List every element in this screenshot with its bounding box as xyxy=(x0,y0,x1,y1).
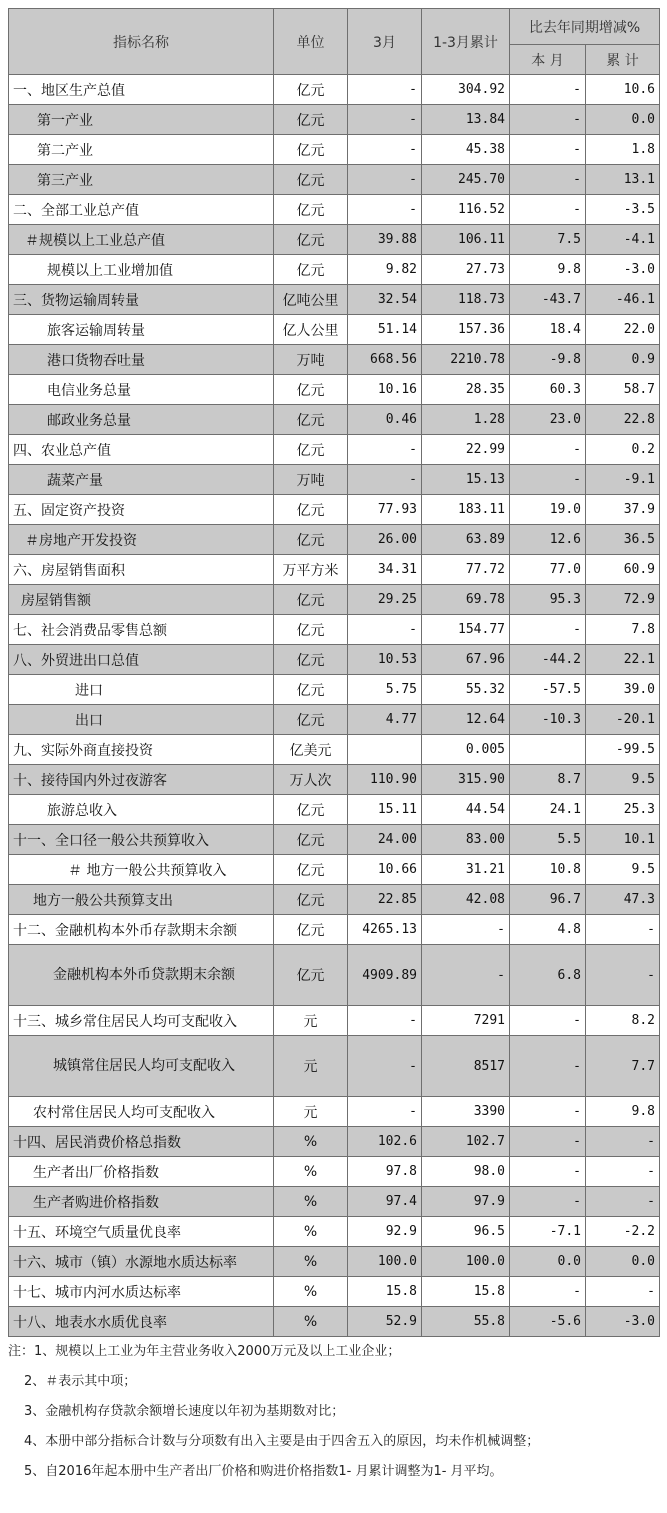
unit-cell: 万人次 xyxy=(274,765,348,795)
cumulative-change-cell: 39.0 xyxy=(586,675,660,705)
month-change-cell: - xyxy=(510,1127,586,1157)
unit-cell: 亿元 xyxy=(274,645,348,675)
month-value-cell: - xyxy=(348,1036,422,1097)
unit-cell: 亿元 xyxy=(274,435,348,465)
cumulative-change-cell: 47.3 xyxy=(586,885,660,915)
footnote: 3、金融机构存贷款余额增长速度以年初为基期数对比； xyxy=(24,1404,345,1419)
indicator-name-cell: 房屋销售额 xyxy=(9,585,274,615)
cumulative-value-cell: 45.38 xyxy=(422,135,510,165)
indicator-name-cell: 一、地区生产总值 xyxy=(9,75,274,105)
month-change-cell: 5.5 xyxy=(510,825,586,855)
month-change-cell: 18.4 xyxy=(510,315,586,345)
table-row xyxy=(9,645,660,675)
cumulative-change-cell: -3.0 xyxy=(586,255,660,285)
cumulative-value-cell: 304.92 xyxy=(422,75,510,105)
month-value-cell: 32.54 xyxy=(348,285,422,315)
cumulative-change-cell: 58.7 xyxy=(586,375,660,405)
cumulative-value-cell: 27.73 xyxy=(422,255,510,285)
month-value-cell: 15.11 xyxy=(348,795,422,825)
indicator-name-cell: 旅客运输周转量 xyxy=(9,315,274,345)
indicator-name-cell: 第三产业 xyxy=(9,165,274,195)
cumulative-change-cell: 9.5 xyxy=(586,855,660,885)
cumulative-value-cell: - xyxy=(422,915,510,945)
month-change-cell: -10.3 xyxy=(510,705,586,735)
indicator-name-cell: 五、固定资产投资 xyxy=(9,495,274,525)
month-change-cell: - xyxy=(510,165,586,195)
footnotes xyxy=(8,1337,659,1487)
cumulative-change-cell: 0.0 xyxy=(586,1247,660,1277)
unit-cell: 万平方米 xyxy=(274,555,348,585)
indicator-name-cell: 进口 xyxy=(9,675,274,705)
footnote: 注：1、规模以上工业为年主营业务收入2000万元及以上工业企业； xyxy=(8,1344,401,1359)
cumulative-value-cell: 67.96 xyxy=(422,645,510,675)
month-change-cell: 19.0 xyxy=(510,495,586,525)
cumulative-change-cell: -99.5 xyxy=(586,735,660,765)
cumulative-value-cell: 97.9 xyxy=(422,1187,510,1217)
month-value-cell: 34.31 xyxy=(348,555,422,585)
unit-cell: % xyxy=(274,1127,348,1157)
month-change-cell: 60.3 xyxy=(510,375,586,405)
month-value-cell xyxy=(348,735,422,765)
cumulative-change-cell: 36.5 xyxy=(586,525,660,555)
cumulative-value-cell: 245.70 xyxy=(422,165,510,195)
table-row xyxy=(9,375,660,405)
month-change-cell: 10.8 xyxy=(510,855,586,885)
cumulative-change-cell: 22.8 xyxy=(586,405,660,435)
month-value-cell: 9.82 xyxy=(348,255,422,285)
cumulative-value-cell: 8517 xyxy=(422,1036,510,1097)
unit-cell: 亿美元 xyxy=(274,735,348,765)
cumulative-value-cell: - xyxy=(422,945,510,1006)
indicator-name-cell: ＃ 地方一般公共预算收入 xyxy=(9,855,274,885)
table-row xyxy=(9,255,660,285)
cumulative-value-cell: 55.32 xyxy=(422,675,510,705)
cumulative-change-cell: 10.1 xyxy=(586,825,660,855)
cumulative-value-cell: 15.8 xyxy=(422,1277,510,1307)
cumulative-value-cell: 28.35 xyxy=(422,375,510,405)
unit-cell: 亿元 xyxy=(274,195,348,225)
header-cumulative-change: 累 计 xyxy=(586,45,660,75)
unit-cell: 元 xyxy=(274,1097,348,1127)
table-row xyxy=(9,1036,660,1097)
month-value-cell: 29.25 xyxy=(348,585,422,615)
table-row xyxy=(9,285,660,315)
table-row xyxy=(9,1097,660,1127)
table-row xyxy=(9,615,660,645)
indicator-name-cell: 城镇常住居民人均可支配收入 xyxy=(9,1036,274,1097)
unit-cell: % xyxy=(274,1307,348,1337)
unit-cell: 亿元 xyxy=(274,405,348,435)
table-row xyxy=(9,705,660,735)
month-value-cell: 4265.13 xyxy=(348,915,422,945)
indicator-name-cell: 二、全部工业总产值 xyxy=(9,195,274,225)
footnote: 4、本册中部分指标合计数与分项数有出入主要是由于四舍五入的原因，均未作机械调整； xyxy=(24,1434,540,1449)
table-row xyxy=(9,735,660,765)
month-value-cell: 51.14 xyxy=(348,315,422,345)
table-row xyxy=(9,765,660,795)
indicator-name-cell: 十一、全口径一般公共预算收入 xyxy=(9,825,274,855)
indicator-name-cell: 第二产业 xyxy=(9,135,274,165)
month-change-cell: 96.7 xyxy=(510,885,586,915)
header-change-group: 比去年同期增减% xyxy=(510,9,660,45)
table-row xyxy=(9,405,660,435)
month-value-cell: 100.0 xyxy=(348,1247,422,1277)
indicator-name-cell: 出口 xyxy=(9,705,274,735)
month-value-cell: - xyxy=(348,75,422,105)
cumulative-change-cell: 22.1 xyxy=(586,645,660,675)
cumulative-value-cell: 116.52 xyxy=(422,195,510,225)
header-unit: 单位 xyxy=(274,9,348,75)
indicator-name-cell: 十六、城市（镇）水源地水质达标率 xyxy=(9,1247,274,1277)
header-indicator-name: 指标名称 xyxy=(9,9,274,75)
cumulative-change-cell: 0.0 xyxy=(586,105,660,135)
table-row xyxy=(9,945,660,1006)
month-value-cell: - xyxy=(348,1006,422,1036)
header-month: 3月 xyxy=(348,9,422,75)
table-row xyxy=(9,345,660,375)
month-value-cell: - xyxy=(348,165,422,195)
month-change-cell: 6.8 xyxy=(510,945,586,1006)
unit-cell: 万吨 xyxy=(274,345,348,375)
cumulative-value-cell: 157.36 xyxy=(422,315,510,345)
cumulative-value-cell: 315.90 xyxy=(422,765,510,795)
cumulative-change-cell: -3.5 xyxy=(586,195,660,225)
cumulative-value-cell: 15.13 xyxy=(422,465,510,495)
cumulative-value-cell: 77.72 xyxy=(422,555,510,585)
month-change-cell: 9.8 xyxy=(510,255,586,285)
table-row xyxy=(9,585,660,615)
report-container xyxy=(8,8,659,1487)
unit-cell: 亿元 xyxy=(274,915,348,945)
indicator-name-cell: 邮政业务总量 xyxy=(9,405,274,435)
unit-cell: 亿元 xyxy=(274,795,348,825)
footnote: 2、＃表示其中项； xyxy=(24,1374,137,1389)
month-value-cell: 4.77 xyxy=(348,705,422,735)
cumulative-value-cell: 183.11 xyxy=(422,495,510,525)
month-change-cell: -44.2 xyxy=(510,645,586,675)
month-change-cell: -5.6 xyxy=(510,1307,586,1337)
table-row xyxy=(9,1006,660,1036)
month-change-cell xyxy=(510,735,586,765)
unit-cell: 亿元 xyxy=(274,825,348,855)
month-value-cell: - xyxy=(348,135,422,165)
month-change-cell: 12.6 xyxy=(510,525,586,555)
unit-cell: % xyxy=(274,1277,348,1307)
table-row xyxy=(9,555,660,585)
cumulative-value-cell: 7291 xyxy=(422,1006,510,1036)
cumulative-value-cell: 96.5 xyxy=(422,1217,510,1247)
cumulative-value-cell: 2210.78 xyxy=(422,345,510,375)
cumulative-change-cell: - xyxy=(586,1157,660,1187)
month-change-cell: -9.8 xyxy=(510,345,586,375)
table-row xyxy=(9,1307,660,1337)
unit-cell: 亿元 xyxy=(274,885,348,915)
month-value-cell: 97.4 xyxy=(348,1187,422,1217)
month-change-cell: - xyxy=(510,1097,586,1127)
unit-cell: 亿元 xyxy=(274,165,348,195)
cumulative-value-cell: 63.89 xyxy=(422,525,510,555)
month-change-cell: 24.1 xyxy=(510,795,586,825)
month-value-cell: 110.90 xyxy=(348,765,422,795)
unit-cell: 亿人公里 xyxy=(274,315,348,345)
cumulative-change-cell: 25.3 xyxy=(586,795,660,825)
table-row xyxy=(9,225,660,255)
cumulative-change-cell: 13.1 xyxy=(586,165,660,195)
month-change-cell: - xyxy=(510,465,586,495)
indicator-name-cell: 十七、城市内河水质达标率 xyxy=(9,1277,274,1307)
unit-cell: 亿元 xyxy=(274,705,348,735)
unit-cell: 亿元 xyxy=(274,75,348,105)
unit-cell: 亿元 xyxy=(274,525,348,555)
table-row xyxy=(9,75,660,105)
table-row xyxy=(9,825,660,855)
table-row xyxy=(9,1187,660,1217)
cumulative-value-cell: 100.0 xyxy=(422,1247,510,1277)
table-row xyxy=(9,855,660,885)
table-row xyxy=(9,315,660,345)
cumulative-change-cell: - xyxy=(586,915,660,945)
unit-cell: 亿元 xyxy=(274,855,348,885)
cumulative-value-cell: 118.73 xyxy=(422,285,510,315)
unit-cell: 元 xyxy=(274,1036,348,1097)
unit-cell: 亿元 xyxy=(274,585,348,615)
month-value-cell: 22.85 xyxy=(348,885,422,915)
cumulative-value-cell: 69.78 xyxy=(422,585,510,615)
unit-cell: % xyxy=(274,1247,348,1277)
statistics-table xyxy=(8,8,660,1337)
month-change-cell: 0.0 xyxy=(510,1247,586,1277)
month-change-cell: - xyxy=(510,435,586,465)
unit-cell: 亿元 xyxy=(274,945,348,1006)
indicator-name-cell: 十四、居民消费价格总指数 xyxy=(9,1127,274,1157)
cumulative-change-cell: - xyxy=(586,1127,660,1157)
table-row xyxy=(9,1247,660,1277)
table-row xyxy=(9,795,660,825)
indicator-name-cell: 旅游总收入 xyxy=(9,795,274,825)
month-value-cell: - xyxy=(348,615,422,645)
indicator-name-cell: 十二、金融机构本外币存款期末余额 xyxy=(9,915,274,945)
cumulative-value-cell: 55.8 xyxy=(422,1307,510,1337)
month-change-cell: 7.5 xyxy=(510,225,586,255)
cumulative-change-cell: 0.2 xyxy=(586,435,660,465)
cumulative-change-cell: 10.6 xyxy=(586,75,660,105)
cumulative-change-cell: -4.1 xyxy=(586,225,660,255)
cumulative-value-cell: 44.54 xyxy=(422,795,510,825)
table-row xyxy=(9,465,660,495)
table-row xyxy=(9,105,660,135)
indicator-name-cell: 三、货物运输周转量 xyxy=(9,285,274,315)
cumulative-value-cell: 106.11 xyxy=(422,225,510,255)
cumulative-change-cell: 9.5 xyxy=(586,765,660,795)
cumulative-change-cell: 7.7 xyxy=(586,1036,660,1097)
month-value-cell: - xyxy=(348,435,422,465)
month-change-cell: 8.7 xyxy=(510,765,586,795)
month-change-cell: -57.5 xyxy=(510,675,586,705)
table-row xyxy=(9,135,660,165)
cumulative-change-cell: 9.8 xyxy=(586,1097,660,1127)
cumulative-value-cell: 1.28 xyxy=(422,405,510,435)
month-change-cell: - xyxy=(510,75,586,105)
indicator-name-cell: 农村常住居民人均可支配收入 xyxy=(9,1097,274,1127)
month-change-cell: 23.0 xyxy=(510,405,586,435)
cumulative-change-cell: 1.8 xyxy=(586,135,660,165)
indicator-name-cell: 第一产业 xyxy=(9,105,274,135)
unit-cell: 亿元 xyxy=(274,495,348,525)
indicator-name-cell: 十八、地表水水质优良率 xyxy=(9,1307,274,1337)
month-value-cell: - xyxy=(348,195,422,225)
month-change-cell: - xyxy=(510,1157,586,1187)
month-change-cell: -7.1 xyxy=(510,1217,586,1247)
month-value-cell: 10.66 xyxy=(348,855,422,885)
cumulative-change-cell: 37.9 xyxy=(586,495,660,525)
month-value-cell: 0.46 xyxy=(348,405,422,435)
month-change-cell: - xyxy=(510,105,586,135)
indicator-name-cell: 港口货物吞吐量 xyxy=(9,345,274,375)
indicator-name-cell: 十、接待国内外过夜游客 xyxy=(9,765,274,795)
cumulative-change-cell: -46.1 xyxy=(586,285,660,315)
table-row xyxy=(9,435,660,465)
month-change-cell: -43.7 xyxy=(510,285,586,315)
unit-cell: 亿吨公里 xyxy=(274,285,348,315)
cumulative-change-cell: 60.9 xyxy=(586,555,660,585)
indicator-name-cell: 生产者出厂价格指数 xyxy=(9,1157,274,1187)
unit-cell: 万吨 xyxy=(274,465,348,495)
month-value-cell: 102.6 xyxy=(348,1127,422,1157)
cumulative-value-cell: 42.08 xyxy=(422,885,510,915)
month-change-cell: 95.3 xyxy=(510,585,586,615)
month-value-cell: 15.8 xyxy=(348,1277,422,1307)
month-change-cell: 77.0 xyxy=(510,555,586,585)
indicator-name-cell: 蔬菜产量 xyxy=(9,465,274,495)
unit-cell: 亿元 xyxy=(274,135,348,165)
month-value-cell: 26.00 xyxy=(348,525,422,555)
cumulative-value-cell: 0.005 xyxy=(422,735,510,765)
table-row xyxy=(9,915,660,945)
unit-cell: 亿元 xyxy=(274,225,348,255)
indicator-name-cell: 九、实际外商直接投资 xyxy=(9,735,274,765)
month-change-cell: - xyxy=(510,615,586,645)
cumulative-change-cell: - xyxy=(586,1277,660,1307)
cumulative-change-cell: -20.1 xyxy=(586,705,660,735)
month-value-cell: 10.53 xyxy=(348,645,422,675)
indicator-name-cell: 八、外贸进出口总值 xyxy=(9,645,274,675)
table-row xyxy=(9,1217,660,1247)
cumulative-value-cell: 102.7 xyxy=(422,1127,510,1157)
indicator-name-cell: 生产者购进价格指数 xyxy=(9,1187,274,1217)
table-row xyxy=(9,885,660,915)
month-value-cell: 77.93 xyxy=(348,495,422,525)
indicator-name-cell: 电信业务总量 xyxy=(9,375,274,405)
indicator-name-cell: 规模以上工业增加值 xyxy=(9,255,274,285)
cumulative-value-cell: 12.64 xyxy=(422,705,510,735)
cumulative-change-cell: 22.0 xyxy=(586,315,660,345)
month-value-cell: 92.9 xyxy=(348,1217,422,1247)
unit-cell: 亿元 xyxy=(274,615,348,645)
table-row xyxy=(9,495,660,525)
indicator-name-cell: ＃房地产开发投资 xyxy=(9,525,274,555)
indicator-name-cell: ＃规模以上工业总产值 xyxy=(9,225,274,255)
unit-cell: 亿元 xyxy=(274,255,348,285)
unit-cell: % xyxy=(274,1187,348,1217)
month-value-cell: - xyxy=(348,105,422,135)
cumulative-value-cell: 154.77 xyxy=(422,615,510,645)
unit-cell: 亿元 xyxy=(274,375,348,405)
month-change-cell: - xyxy=(510,1006,586,1036)
month-value-cell: 52.9 xyxy=(348,1307,422,1337)
header-this-month-change: 本 月 xyxy=(510,45,586,75)
footnote: 5、自2016年起本册中生产者出厂价格和购进价格指数1- 月累计调整为1- 月平均。 xyxy=(24,1464,503,1479)
indicator-name-cell: 金融机构本外币贷款期末余额 xyxy=(9,945,274,1006)
unit-cell: % xyxy=(274,1157,348,1187)
indicator-name-cell: 七、社会消费品零售总额 xyxy=(9,615,274,645)
table-row xyxy=(9,1277,660,1307)
table-row xyxy=(9,675,660,705)
cumulative-value-cell: 3390 xyxy=(422,1097,510,1127)
indicator-name-cell: 地方一般公共预算支出 xyxy=(9,885,274,915)
month-value-cell: - xyxy=(348,465,422,495)
header-cumulative: 1-3月累计 xyxy=(422,9,510,75)
table-row xyxy=(9,195,660,225)
cumulative-change-cell: 72.9 xyxy=(586,585,660,615)
indicator-name-cell: 四、农业总产值 xyxy=(9,435,274,465)
month-value-cell: 668.56 xyxy=(348,345,422,375)
cumulative-value-cell: 22.99 xyxy=(422,435,510,465)
cumulative-change-cell: - xyxy=(586,945,660,1006)
month-value-cell: - xyxy=(348,1097,422,1127)
table-row xyxy=(9,165,660,195)
month-value-cell: 97.8 xyxy=(348,1157,422,1187)
cumulative-change-cell: 8.2 xyxy=(586,1006,660,1036)
unit-cell: 亿元 xyxy=(274,105,348,135)
cumulative-change-cell: - xyxy=(586,1187,660,1217)
indicator-name-cell: 十三、城乡常住居民人均可支配收入 xyxy=(9,1006,274,1036)
cumulative-value-cell: 31.21 xyxy=(422,855,510,885)
cumulative-change-cell: 0.9 xyxy=(586,345,660,375)
table-row xyxy=(9,1157,660,1187)
month-change-cell: - xyxy=(510,1277,586,1307)
cumulative-value-cell: 13.84 xyxy=(422,105,510,135)
cumulative-change-cell: 7.8 xyxy=(586,615,660,645)
month-value-cell: 10.16 xyxy=(348,375,422,405)
cumulative-value-cell: 83.00 xyxy=(422,825,510,855)
month-change-cell: - xyxy=(510,1036,586,1097)
unit-cell: % xyxy=(274,1217,348,1247)
month-value-cell: 39.88 xyxy=(348,225,422,255)
indicator-name-cell: 六、房屋销售面积 xyxy=(9,555,274,585)
unit-cell: 元 xyxy=(274,1006,348,1036)
month-value-cell: 5.75 xyxy=(348,675,422,705)
table-header xyxy=(9,9,660,75)
unit-cell: 亿元 xyxy=(274,675,348,705)
indicator-name-cell: 十五、环境空气质量优良率 xyxy=(9,1217,274,1247)
month-change-cell: 4.8 xyxy=(510,915,586,945)
cumulative-value-cell: 98.0 xyxy=(422,1157,510,1187)
table-row xyxy=(9,1127,660,1157)
cumulative-change-cell: -3.0 xyxy=(586,1307,660,1337)
cumulative-change-cell: -9.1 xyxy=(586,465,660,495)
month-value-cell: 4909.89 xyxy=(348,945,422,1006)
month-change-cell: - xyxy=(510,135,586,165)
month-change-cell: - xyxy=(510,195,586,225)
month-change-cell: - xyxy=(510,1187,586,1217)
month-value-cell: 24.00 xyxy=(348,825,422,855)
cumulative-change-cell: -2.2 xyxy=(586,1217,660,1247)
table-row xyxy=(9,525,660,555)
table-body xyxy=(9,75,660,1337)
